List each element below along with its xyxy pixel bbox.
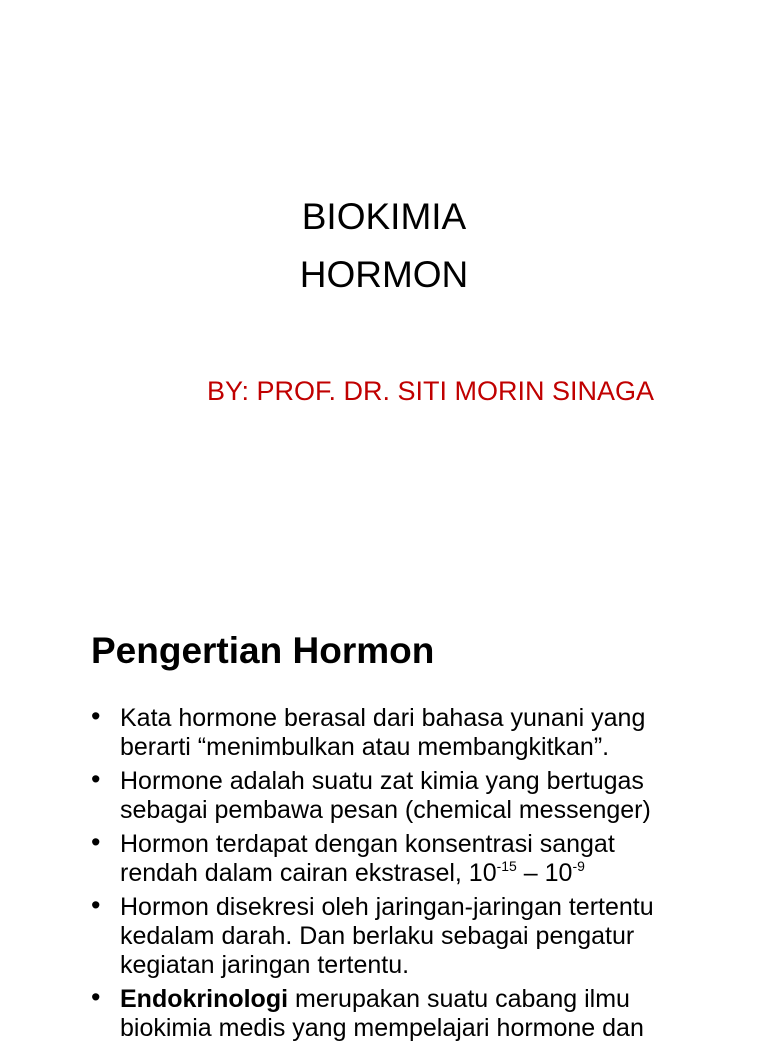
bullet-item-endocrinology — [91, 982, 741, 1043]
bullet-icon: • — [91, 890, 101, 920]
bullet-text — [120, 704, 741, 762]
content-slide — [0, 576, 768, 1042]
term-description: merupakan suatu cabang ilmu — [288, 985, 630, 1013]
bullet-item-secretion — [91, 890, 741, 980]
bullet-icon: • — [91, 827, 101, 857]
range-dash: – 10 — [516, 859, 573, 887]
slide-title-line-1: BIOKIMIA — [301, 196, 467, 237]
bullet-item-concentration — [91, 827, 741, 888]
bullet-text — [120, 830, 741, 888]
bullet-line: kedalam darah. Dan berlaku sebagai pengatur — [120, 922, 635, 950]
bullet-item-etymology — [91, 701, 741, 762]
bullet-line: Hormone adalah suatu zat kimia yang bertugas — [120, 767, 644, 795]
bullet-line: biokimia medis yang mempelajari hormone dan — [120, 1014, 644, 1042]
bullet-line: kegiatan jaringan tertentu. — [120, 951, 410, 979]
author-subtitle: BY: PROF. DR. SITI MORIN SINAGA — [207, 376, 655, 406]
bullet-text — [120, 893, 741, 980]
bullet-line: berarti “menimbulkan atau membangkitkan”. — [120, 733, 610, 761]
bullet-text — [120, 985, 741, 1043]
bullet-line — [120, 985, 741, 1014]
bullet-line: Kata hormone berasal dari bahasa yunani yang — [120, 704, 646, 732]
bullet-icon: • — [91, 982, 101, 1012]
bullet-line: Hormon terdapat dengan konsentrasi sangat — [120, 830, 615, 858]
bullet-line: sebagai pembawa pesan (chemical messenger) — [120, 796, 651, 824]
concentration-text: rendah dalam cairan ekstrasel, 10 — [120, 859, 497, 887]
bullet-icon: • — [91, 764, 101, 794]
exponent-min: -15 — [496, 858, 517, 874]
slide-heading: Pengertian Hormon — [91, 630, 435, 671]
bullet-line — [120, 859, 741, 888]
bullet-icon: • — [91, 701, 101, 731]
bullet-line: Hormon disekresi oleh jaringan-jaringan tertentu — [120, 893, 654, 921]
bullet-text — [120, 767, 741, 825]
bullet-item-definition — [91, 764, 741, 825]
slide-title-line-2: HORMON — [299, 254, 469, 295]
bold-term: Endokrinologi — [120, 985, 289, 1013]
exponent-max: -9 — [572, 858, 585, 874]
bullet-list — [91, 701, 741, 1048]
